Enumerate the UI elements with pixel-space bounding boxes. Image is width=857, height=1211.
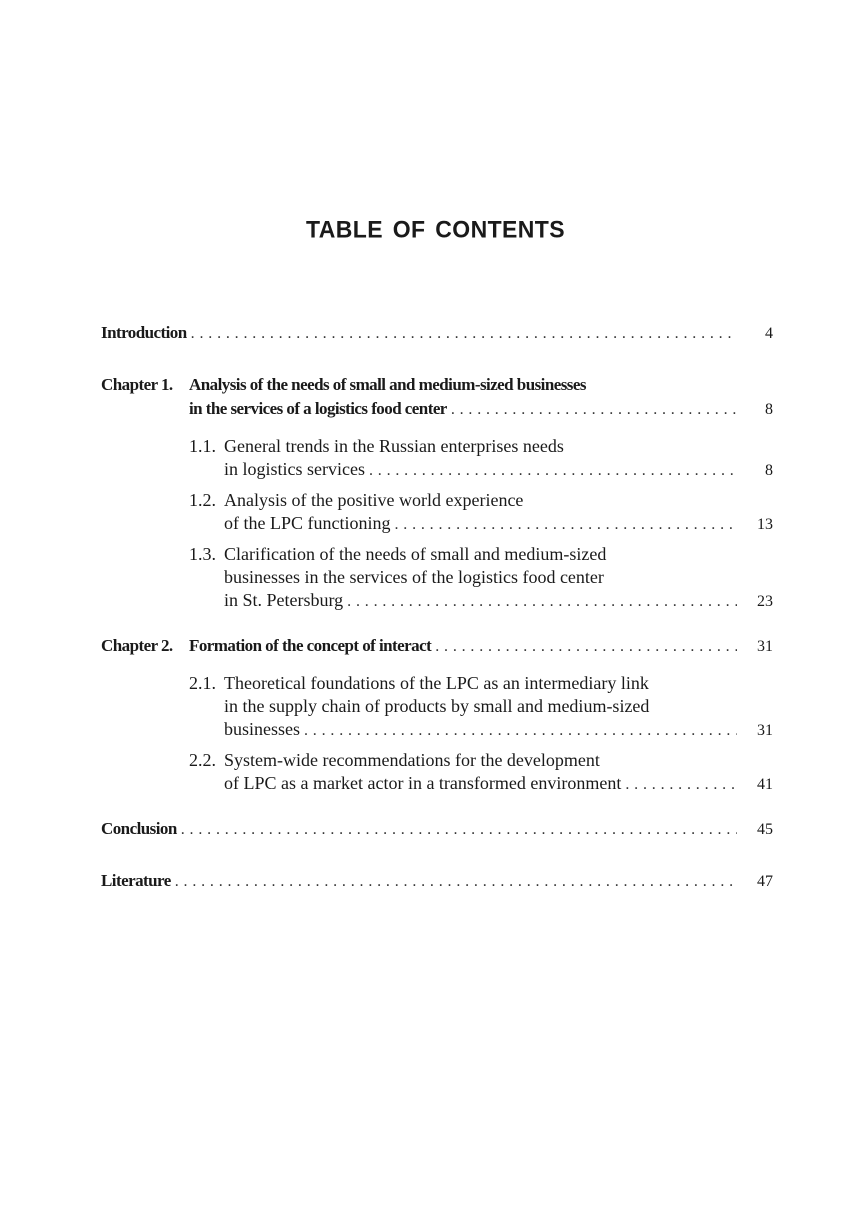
section-number: 1.3. bbox=[189, 544, 216, 564]
section-number: 1.2. bbox=[189, 490, 216, 510]
section-title: Clarification of the needs of small and medium-sized bbox=[224, 544, 607, 564]
dot-leader bbox=[394, 513, 737, 537]
section-title-continued: businesses in the services of the logistics food center bbox=[224, 567, 604, 587]
toc-page-number: 31 bbox=[757, 722, 773, 739]
dot-leader bbox=[435, 635, 737, 659]
section-title-continued: in the supply chain of products by small and medium-sized bbox=[224, 696, 650, 716]
toc-page-number: 45 bbox=[757, 821, 773, 838]
section-title-continued: of LPC as a market actor in a transformed environment bbox=[224, 773, 622, 793]
dot-leader bbox=[451, 398, 737, 422]
chapter-title-continued: in the services of a logistics food center bbox=[189, 399, 447, 418]
dot-leader bbox=[191, 322, 737, 346]
toc-page-number: 47 bbox=[757, 873, 773, 890]
toc-page-number: 31 bbox=[757, 638, 773, 655]
section-title-continued: businesses bbox=[224, 719, 300, 739]
section-title-continued: in St. Petersburg bbox=[224, 590, 344, 610]
chapter-title: Analysis of the needs of small and medium-sized businesses bbox=[189, 375, 586, 394]
section-number: 2.1. bbox=[189, 673, 216, 693]
toc-page-number: 4 bbox=[765, 325, 773, 342]
page-title: TABLE OF CONTENTS bbox=[306, 215, 565, 243]
section-number: 1.1. bbox=[189, 436, 216, 456]
section-title: General trends in the Russian enterprises needs bbox=[224, 436, 564, 456]
dot-leader bbox=[175, 870, 737, 894]
chapter-label: Chapter 2. bbox=[101, 636, 173, 655]
section-title: Analysis of the positive world experience bbox=[224, 490, 524, 510]
section-number: 2.2. bbox=[189, 750, 216, 770]
section-title-continued: in logistics services bbox=[224, 459, 365, 479]
section-title-continued: of the LPC functioning bbox=[224, 513, 391, 533]
chapter-title: Formation of the concept of interact bbox=[189, 636, 432, 655]
chapter-heading bbox=[101, 634, 431, 658]
section-title: System-wide recommendations for the development bbox=[224, 750, 600, 770]
dot-leader bbox=[625, 773, 737, 797]
dot-leader bbox=[369, 459, 737, 483]
toc-entry-title: Introduction bbox=[101, 323, 187, 342]
toc-page-number: 41 bbox=[757, 776, 773, 793]
toc-entry-title: Literature bbox=[101, 871, 171, 890]
chapter-label: Chapter 1. bbox=[101, 375, 173, 394]
dot-leader bbox=[181, 818, 737, 842]
toc-page-number: 23 bbox=[757, 593, 773, 610]
section-title: Theoretical foundations of the LPC as an intermediary link bbox=[224, 673, 649, 693]
dot-leader bbox=[304, 719, 737, 743]
dot-leader bbox=[347, 590, 737, 614]
toc-page-number: 8 bbox=[765, 401, 773, 418]
toc-page-number: 8 bbox=[765, 462, 773, 479]
toc-entry-title: Conclusion bbox=[101, 819, 177, 838]
toc-page-number: 13 bbox=[757, 516, 773, 533]
